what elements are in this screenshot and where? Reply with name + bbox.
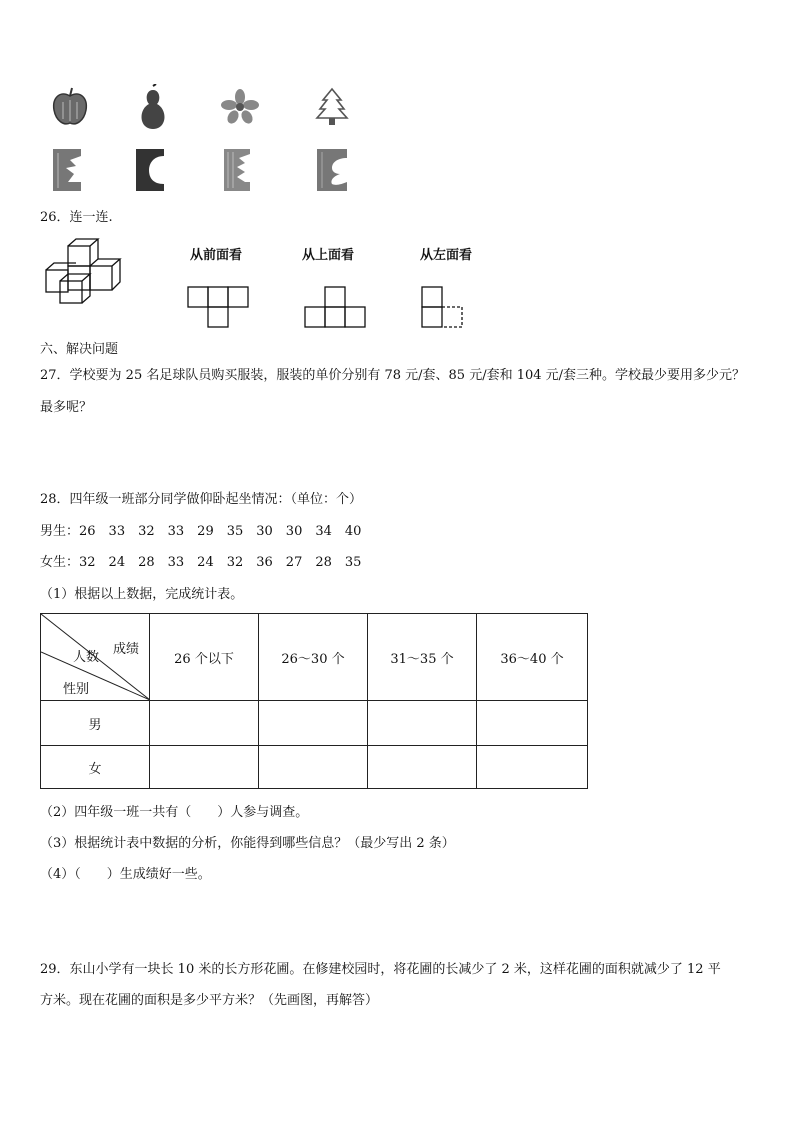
table-header-cell: 31～35 个 [368,614,477,701]
view-label-top: 从上面看 [302,248,355,263]
blank-cell[interactable] [368,746,477,789]
top-view-shape [304,286,368,330]
blank-cell[interactable] [259,701,368,746]
table-corner-cell [41,614,150,701]
blank-cell[interactable] [477,701,588,746]
q28-sub-4: （4）（ ）生成绩好一些。 [40,867,211,882]
q28-sub-1: （1）根据以上数据，完成统计表。 [40,587,244,602]
q27-line-2: 最多呢？ [40,400,93,415]
corner-gender-label: 性别 [63,682,90,697]
half-shape-d-icon [316,148,350,192]
q26-title: 26．连一连. [40,210,113,225]
cube-stack-figure [42,236,126,308]
half-shape-a-icon [52,148,84,192]
q28-girls-data: 女生：32 24 28 33 24 32 36 27 28 35 [40,555,362,570]
q28-sub-2: （2）四年级一班一共有（ ）人参与调查。 [40,805,309,820]
blank-cell[interactable] [150,701,259,746]
table-row [41,701,588,746]
blank-cell[interactable] [150,746,259,789]
table-header-cell: 36～40 个 [477,614,588,701]
stats-table [40,613,588,789]
blank-cell[interactable] [368,701,477,746]
row-label-girls: 女 [41,746,150,789]
corner-score-label: 成绩 [113,642,140,657]
q28-boys-data: 男生：26 33 32 33 29 35 30 30 34 40 [40,524,362,539]
flower-icon [220,88,260,126]
section-6-title: 六、解决问题 [40,342,119,357]
view-label-front: 从前面看 [190,248,243,263]
corner-count-label: 人数 [73,650,100,665]
blank-cell[interactable] [477,746,588,789]
blank-cell[interactable] [259,746,368,789]
table-header-cell: 26～30 个 [259,614,368,701]
apple-icon [50,86,90,128]
half-shape-b-icon [135,148,167,192]
front-view-shape [187,286,251,330]
q28-sub-3: （3）根据统计表中数据的分析，你能得到哪些信息？（最少写出 2 条） [40,836,455,851]
view-label-left: 从左面看 [420,248,473,263]
row-label-boys: 男 [41,701,150,746]
table-header-cell: 26 个以下 [150,614,259,701]
q27-line-1: 27．学校要为 25 名足球队员购买服装，服装的单价分别有 78 元/套、85 元/套和 104 元/套三种。学校最少要用多少元？ [40,368,746,383]
q28-title: 28．四年级一班部分同学做仰卧起坐情况：（单位：个） [40,492,363,507]
half-shape-c-icon [223,148,255,192]
gourd-icon [137,84,169,132]
q29-line-2: 方米。现在花圃的面积是多少平方米？（先画图，再解答） [40,993,379,1008]
q29-line-1: 29．东山小学有一块长 10 米的长方形花圃。在修建校园时，将花圃的长减少了 2 米，这样花圃的面积就减少了 12 平 [40,962,721,977]
left-view-shape [421,286,465,330]
pine-tree-icon [314,87,350,127]
table-row [41,746,588,789]
